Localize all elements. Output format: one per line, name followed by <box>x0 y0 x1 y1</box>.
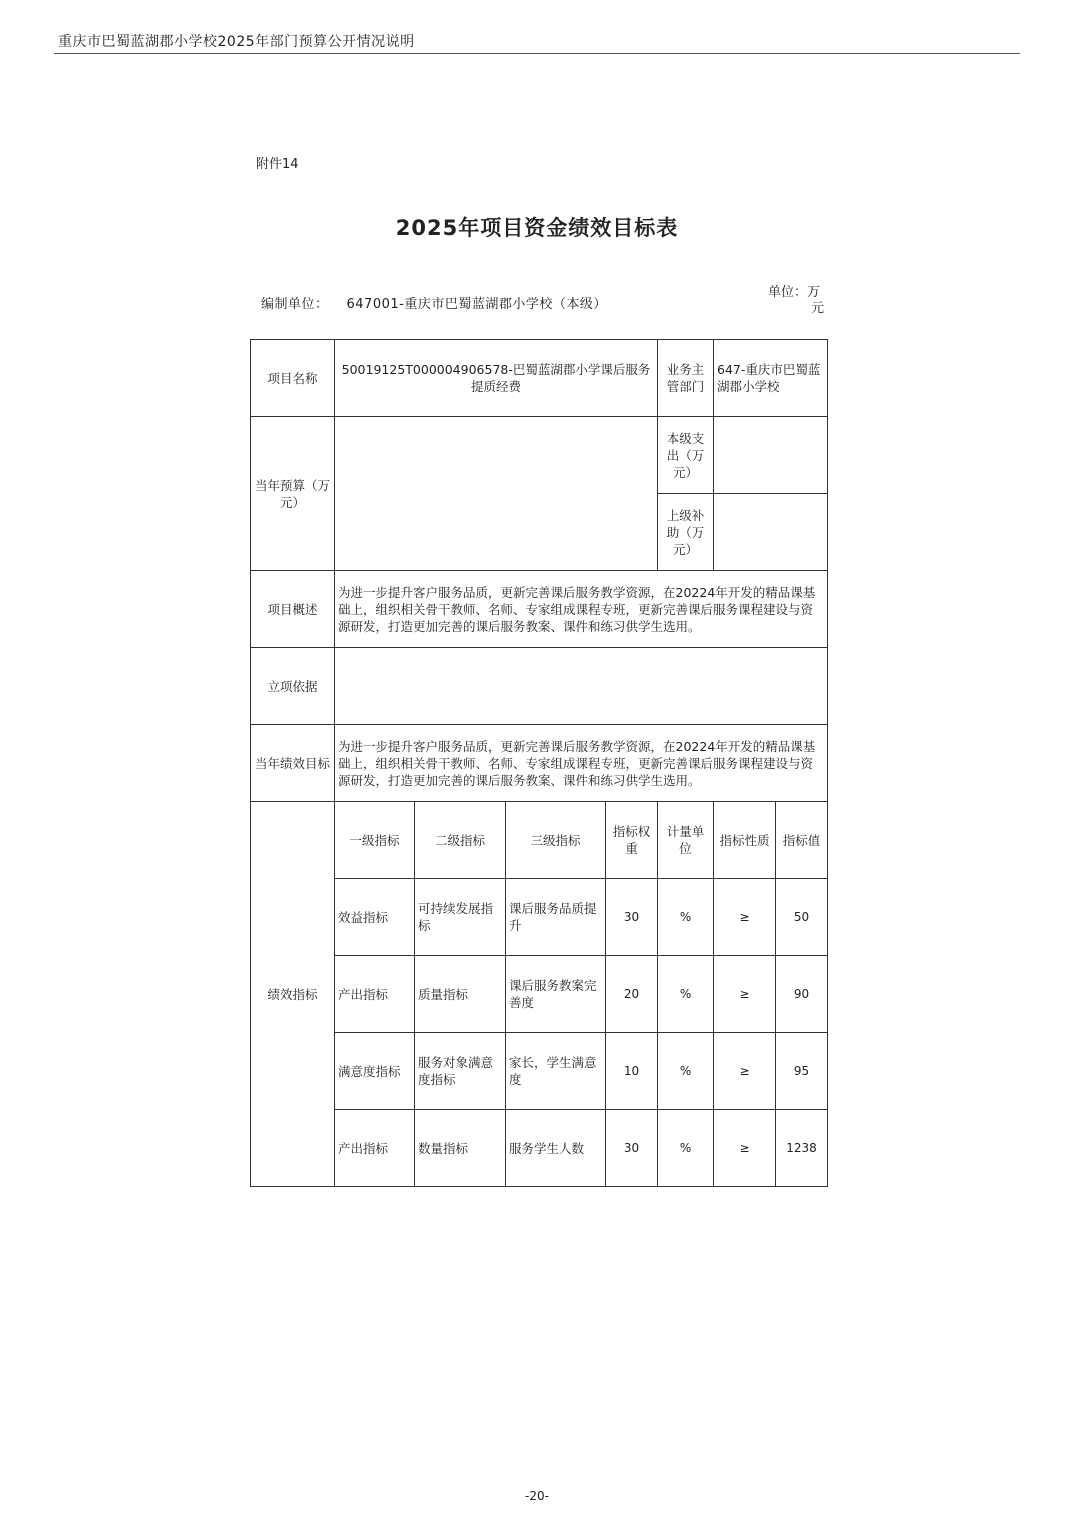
prepared-by-value: 647001-重庆市巴蜀蓝湖郡小学校（本级） <box>346 297 607 312</box>
table-row <box>251 1110 828 1187</box>
goal-row <box>251 725 828 802</box>
indicator-level1: 产出指标 <box>335 1110 415 1187</box>
indicator-level2: 数量指标 <box>415 1110 506 1187</box>
overview-value: 为进一步提升客户服务品质，更新完善课后服务教学资源，在20224年开发的精品课基础上，组织相关骨干教师、名师、专家组成课程专班，更新完善课后服务课程建设与资源研发，打造更加完善的课后服务教案、课件和练习供学生选用。 <box>335 571 828 648</box>
goal-label: 当年绩效目标 <box>251 725 335 802</box>
budget-value <box>335 417 658 571</box>
superior-subsidy-label: 上级补助（万元） <box>658 494 714 571</box>
indicator-level3: 课后服务品质提升 <box>506 879 606 956</box>
table-row <box>251 1033 828 1110</box>
department-value: 647-重庆市巴蜀蓝湖郡小学校 <box>714 340 828 417</box>
indicator-nature: ≥ <box>714 1033 776 1110</box>
table-row <box>251 879 828 956</box>
indicator-weight: 20 <box>606 956 658 1033</box>
indicator-level2: 可持续发展指标 <box>415 879 506 956</box>
indicator-level1: 产出指标 <box>335 956 415 1033</box>
indicator-header-row <box>251 802 828 879</box>
table-row <box>251 956 828 1033</box>
page-number: -20- <box>525 1489 549 1503</box>
indicator-level2: 质量指标 <box>415 956 506 1033</box>
indicator-level1: 满意度指标 <box>335 1033 415 1110</box>
annex-label: 附件14 <box>256 157 299 172</box>
indicator-value: 90 <box>776 956 828 1033</box>
prepared-by <box>261 293 607 312</box>
indicator-weight: 10 <box>606 1033 658 1110</box>
indicator-unit: % <box>658 1110 714 1187</box>
header-level1: 一级指标 <box>335 802 415 879</box>
header-level2: 二级指标 <box>415 802 506 879</box>
performance-goal-table <box>250 339 828 1187</box>
indicator-level1: 效益指标 <box>335 879 415 956</box>
header-nature: 指标性质 <box>714 802 776 879</box>
prepared-by-label: 编制单位： <box>261 297 329 312</box>
indicator-level3: 课后服务教案完善度 <box>506 956 606 1033</box>
indicator-level2: 服务对象满意度指标 <box>415 1033 506 1110</box>
indicator-value: 50 <box>776 879 828 956</box>
indicator-weight: 30 <box>606 1110 658 1187</box>
indicator-value: 95 <box>776 1033 828 1110</box>
indicator-level3: 服务学生人数 <box>506 1110 606 1187</box>
header-unit: 计量单位 <box>658 802 714 879</box>
currency-unit-label: 单位：万 <box>768 285 821 300</box>
overview-label: 项目概述 <box>251 571 335 648</box>
project-name-row <box>251 340 828 417</box>
project-name-value: 50019125T000004906578-巴蜀蓝湖郡小学课后服务提质经费 <box>335 340 658 417</box>
header-divider <box>54 53 1020 54</box>
budget-row-own <box>251 417 828 494</box>
header-value: 指标值 <box>776 802 828 879</box>
budget-label: 当年预算（万元） <box>251 417 335 571</box>
basis-label: 立项依据 <box>251 648 335 725</box>
indicator-value: 1238 <box>776 1110 828 1187</box>
superior-subsidy-value <box>714 494 828 571</box>
basis-value <box>335 648 828 725</box>
goal-value: 为进一步提升客户服务品质，更新完善课后服务教学资源，在20224年开发的精品课基础上，组织相关骨干教师、名师、专家组成课程专班，更新完善课后服务课程建设与资源研发，打造更加完善的课后服务教案、课件和练习供学生选用。 <box>335 725 828 802</box>
currency-unit <box>768 285 828 317</box>
running-header: 重庆市巴蜀蓝湖郡小学校2025年部门预算公开情况说明 <box>58 34 415 50</box>
indicator-nature: ≥ <box>714 879 776 956</box>
indicator-level3: 家长，学生满意度 <box>506 1033 606 1110</box>
header-level3: 三级指标 <box>506 802 606 879</box>
indicator-unit: % <box>658 1033 714 1110</box>
overview-row <box>251 571 828 648</box>
department-label: 业务主管部门 <box>658 340 714 417</box>
indicator-nature: ≥ <box>714 956 776 1033</box>
project-name-label: 项目名称 <box>251 340 335 417</box>
indicator-unit: % <box>658 879 714 956</box>
page-title: 2025年项目资金绩效目标表 <box>395 216 679 240</box>
header-weight: 指标权重 <box>606 802 658 879</box>
indicator-nature: ≥ <box>714 1110 776 1187</box>
currency-unit-label-line2: 元 <box>810 301 824 316</box>
basis-row <box>251 648 828 725</box>
indicator-weight: 30 <box>606 879 658 956</box>
indicators-label: 绩效指标 <box>251 802 335 1187</box>
own-expenditure-value <box>714 417 828 494</box>
own-expenditure-label: 本级支出（万元） <box>658 417 714 494</box>
indicator-unit: % <box>658 956 714 1033</box>
